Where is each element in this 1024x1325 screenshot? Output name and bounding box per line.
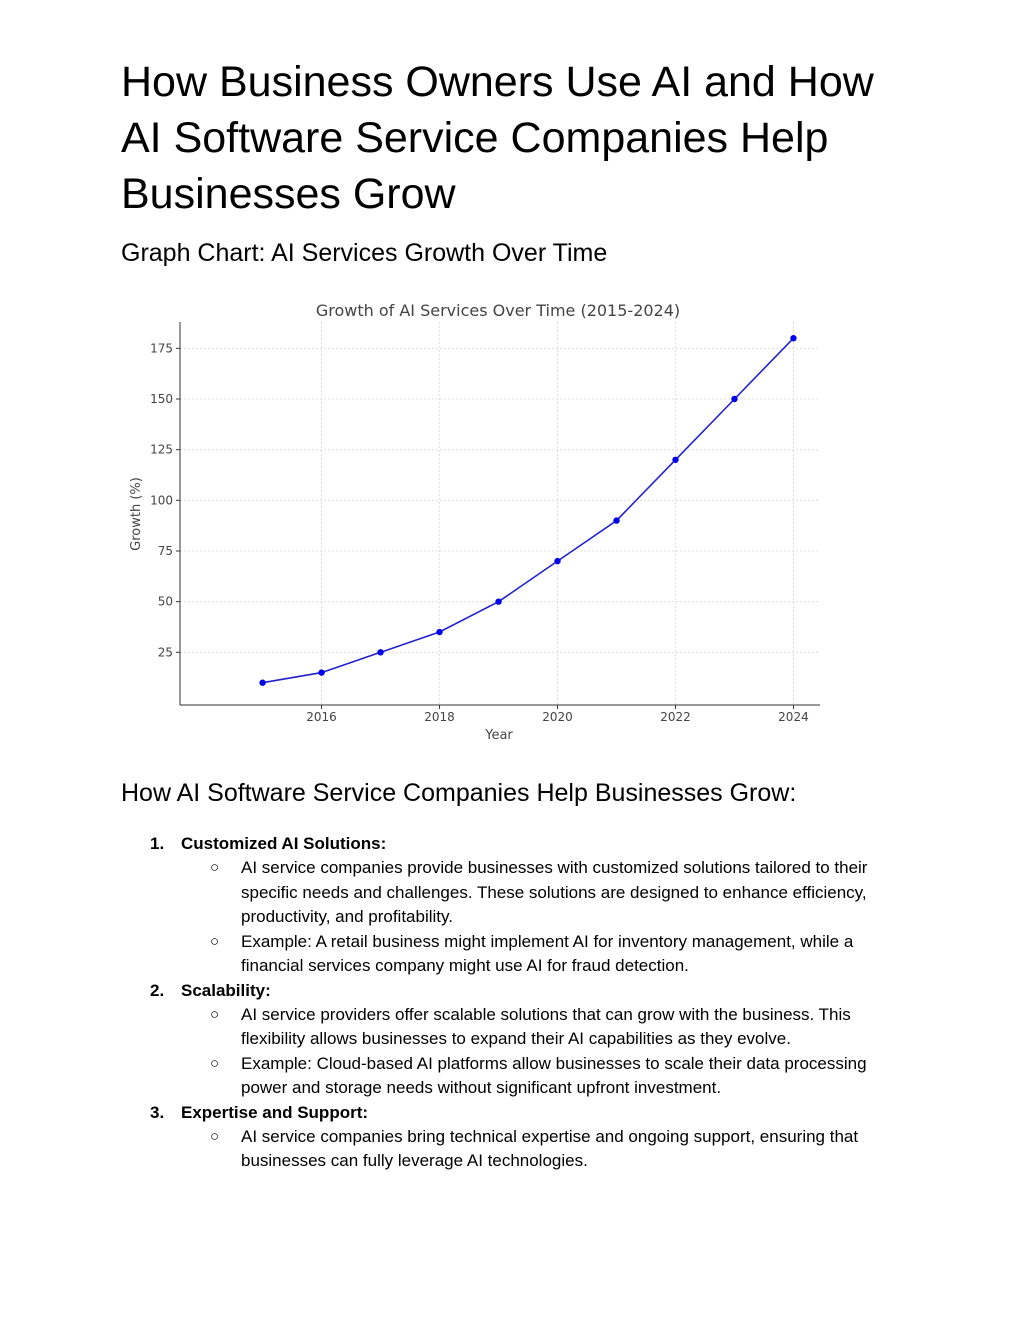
list-item [121,832,911,979]
list-item-title: Scalability: [181,980,271,1000]
bullet-item [121,930,911,979]
bullet-text: AI service providers offer scalable solutions that can grow with the business. This flexibility allows businesses to expand their AI capabilities as they evolve. [241,1004,851,1048]
chart-title: Growth of AI Services Over Time (2015-2024) [315,301,681,320]
bullet-text: Example: Cloud-based AI platforms allow businesses to scale their data processing power and storage needs without significant upfront investment. [241,1053,867,1097]
list-item-heading [121,832,911,856]
list-item-number: 3. [150,1102,165,1122]
document-title: How Business Owners Use AI and How AI Software Service Companies Help Businesses Grow [121,58,874,218]
data-point [790,335,796,341]
list-item-number: 2. [150,980,165,1000]
series-layer [259,335,796,686]
data-point [554,558,560,564]
data-point [613,517,619,523]
section-heading: How AI Software Service Companies Help Businesses Grow: [121,779,797,807]
data-point [436,629,442,635]
list-item [121,979,911,1101]
data-point [259,680,265,686]
y-tick-label: 175 [150,341,173,356]
x-tick-label: 2016 [306,710,337,724]
growth-chart [120,292,840,752]
bullet-text: AI service companies provide businesses with customized solutions tailored to their specific needs and challenges. These solutions are designed to enhance efficiency, productivity, and profitability. [241,858,868,926]
bullet-item [121,856,911,930]
y-tick-label: 25 [157,645,173,660]
list-item-title: Expertise and Support: [181,1102,369,1122]
grid-lines [180,322,820,705]
list-item-heading [121,1101,911,1125]
data-point [377,649,383,655]
y-tick-label: 75 [157,543,173,558]
y-axis-label: Growth (%) [129,477,144,551]
circle-bullet-icon: ○ [210,932,220,950]
bullet-text: AI service companies bring technical expertise and ongoing support, ensuring that businesses can fully leverage AI technologies. [241,1126,859,1170]
list-item-number: 1. [150,834,165,853]
numbered-list [121,832,911,1174]
data-point [672,457,678,463]
bullet-item [121,1003,911,1052]
data-point [318,669,324,675]
series-line [263,338,794,683]
y-tick-label: 150 [150,392,173,407]
bullet-item [121,1125,911,1174]
bullet-text: Example: A retail business might implement AI for inventory management, while a financial services company might use AI for fraud detection. [241,931,854,975]
x-axis-label: Year [485,728,513,743]
chart-section-subtitle: Graph Chart: AI Services Growth Over Time [121,239,608,267]
data-point [731,396,737,402]
y-tick-label: 50 [157,594,173,609]
circle-bullet-icon: ○ [210,1054,220,1072]
circle-bullet-icon: ○ [210,1005,220,1023]
x-tick-label: 2024 [778,710,809,724]
x-tick-label: 2022 [660,710,691,724]
bullet-item [121,1052,911,1101]
x-tick-label: 2020 [542,710,573,724]
y-tick-label: 125 [150,442,173,457]
axes [176,322,820,709]
data-point [495,598,501,604]
list-item-title: Customized AI Solutions: [181,834,387,853]
list-item [121,1101,911,1174]
circle-bullet-icon: ○ [210,859,220,876]
y-tick-label: 100 [150,493,173,508]
circle-bullet-icon: ○ [210,1127,220,1145]
list-item-heading [121,979,911,1003]
line-chart-svg [120,292,840,752]
x-tick-label: 2018 [424,710,455,724]
